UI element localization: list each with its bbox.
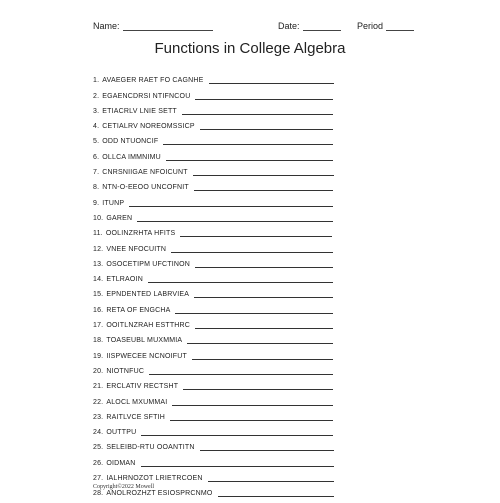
item-number: 8. — [93, 184, 100, 192]
scrambled-word: ETIACRLV LNIE SETT — [102, 107, 177, 115]
scrambled-word: EPNDENTED LABRVIEA — [106, 291, 190, 299]
item-number: 1. — [93, 77, 100, 85]
scrambled-word: RAITLVCE SFTIH — [106, 413, 166, 421]
scrambled-word: SELEIBD-RTU OOANTITN — [106, 444, 195, 452]
list-item — [93, 237, 334, 252]
list-item — [93, 421, 334, 436]
list-item — [93, 69, 334, 84]
answer-blank[interactable] — [141, 429, 333, 436]
scrambled-word: OIDMAN — [106, 459, 136, 467]
item-number: 5. — [93, 138, 100, 146]
scrambled-word: ERCLATIV RECTSHT — [106, 383, 179, 391]
copyright-text: Copyright©2022 Mowell — [93, 484, 155, 490]
answer-blank[interactable] — [187, 337, 333, 344]
name-label: Name: — [93, 21, 120, 31]
scrambled-word: ALOCL MXUMMAI — [106, 398, 168, 406]
item-number: 22. — [93, 398, 104, 406]
answer-blank[interactable] — [163, 138, 333, 145]
list-item — [93, 100, 334, 115]
answer-blank[interactable] — [195, 261, 333, 268]
answer-blank[interactable] — [192, 353, 333, 360]
scrambled-word: CETIALRV NOREOMSSICP — [102, 123, 195, 131]
item-number: 3. — [93, 107, 100, 115]
period-blank — [386, 20, 414, 31]
answer-blank[interactable] — [170, 414, 333, 421]
item-number: 6. — [93, 153, 100, 161]
answer-blank[interactable] — [195, 322, 333, 329]
name-field — [93, 20, 213, 31]
scrambled-word: OLLCA IMMNIMU — [102, 153, 161, 161]
list-item — [93, 84, 334, 99]
scrambled-word: EGAENCDRSI NTIFNCOU — [102, 92, 191, 100]
scrambled-word: OOITLNZRAH ESTTHRC — [106, 322, 191, 330]
scrambled-word: IISPWECEE NCNOIFUT — [106, 352, 187, 360]
answer-blank[interactable] — [180, 230, 332, 237]
answer-blank[interactable] — [209, 77, 334, 84]
item-number: 19. — [93, 352, 104, 360]
page-title: Functions in College Algebra — [154, 40, 346, 57]
answer-blank[interactable] — [182, 108, 333, 115]
scrambled-word: CNRSNIIGAE NFOICUNT — [102, 169, 188, 177]
scrambled-word: RETA OF ENGCHA — [106, 306, 171, 314]
list-item — [93, 406, 334, 421]
answer-blank[interactable] — [175, 307, 333, 314]
item-number: 4. — [93, 123, 100, 131]
list-item — [93, 436, 334, 451]
date-blank — [303, 20, 341, 31]
list-item — [93, 314, 334, 329]
list-item — [93, 222, 334, 237]
list-item — [93, 390, 334, 405]
list-item — [93, 360, 334, 375]
scrambled-word: ETLRAOIN — [106, 276, 143, 284]
item-number: 2. — [93, 92, 100, 100]
answer-blank[interactable] — [194, 291, 333, 298]
scrambled-word: ANOLROZHZT ESIOSPRCNMO — [106, 490, 213, 498]
scrambled-word: IALHRNOZOT LRIETRCOEN — [106, 475, 203, 483]
scrambled-word: ITUNP — [102, 199, 125, 207]
list-item — [93, 161, 334, 176]
list-item — [93, 253, 334, 268]
item-number: 13. — [93, 260, 104, 268]
period-label: Period — [357, 21, 384, 31]
answer-blank[interactable] — [171, 246, 333, 253]
answer-blank[interactable] — [193, 169, 334, 176]
worksheet-header — [0, 20, 500, 34]
scrambled-word: NTN-O-EEOO UNCOFNIT — [102, 184, 189, 192]
list-item — [93, 298, 334, 313]
answer-blank[interactable] — [141, 460, 334, 467]
answer-blank[interactable] — [194, 184, 333, 191]
item-number: 25. — [93, 444, 104, 452]
date-field — [278, 20, 341, 31]
item-number: 27. — [93, 475, 104, 483]
item-number: 17. — [93, 322, 104, 330]
item-number: 11. — [93, 230, 103, 238]
answer-blank[interactable] — [208, 475, 334, 482]
answer-blank[interactable] — [183, 383, 333, 390]
item-number: 24. — [93, 429, 104, 437]
scrambled-word: OUTTPU — [106, 429, 137, 437]
scramble-list — [93, 69, 334, 497]
list-item — [93, 329, 334, 344]
list-item — [93, 191, 334, 206]
scrambled-word: NIOTNFUC — [106, 367, 145, 375]
item-number: 15. — [93, 291, 104, 299]
list-item — [93, 375, 334, 390]
answer-blank[interactable] — [200, 123, 333, 130]
answer-blank[interactable] — [149, 368, 333, 375]
list-item — [93, 268, 334, 283]
item-number: 12. — [93, 245, 104, 253]
scrambled-word: AVAEGER RAET FO CAGNHE — [102, 77, 204, 85]
item-number: 23. — [93, 413, 104, 421]
item-number: 28. — [93, 490, 104, 498]
answer-blank[interactable] — [137, 215, 333, 222]
scrambled-word: VNEE NFOCUITN — [106, 245, 167, 253]
list-item — [93, 344, 334, 359]
answer-blank[interactable] — [148, 276, 333, 283]
date-label: Date: — [278, 21, 300, 31]
list-item — [93, 207, 334, 222]
list-item — [93, 130, 334, 145]
answer-blank[interactable] — [218, 490, 334, 497]
period-field — [357, 20, 414, 31]
list-item — [93, 283, 334, 298]
name-blank — [123, 20, 213, 31]
item-number: 20. — [93, 367, 104, 375]
item-number: 14. — [93, 276, 104, 284]
item-number: 21. — [93, 383, 104, 391]
list-item — [93, 176, 334, 191]
item-number: 7. — [93, 169, 100, 177]
answer-blank[interactable] — [195, 93, 333, 100]
scrambled-word: TOASEUBL MUXMMIA — [106, 337, 183, 345]
answer-blank[interactable] — [200, 444, 334, 451]
scrambled-word: OOLINZRHTA HFITS — [105, 230, 176, 238]
item-number: 16. — [93, 306, 104, 314]
item-number: 26. — [93, 459, 104, 467]
list-item — [93, 467, 334, 482]
list-item — [93, 115, 334, 130]
item-number: 10. — [93, 214, 104, 222]
answer-blank[interactable] — [166, 154, 333, 161]
item-number: 9. — [93, 199, 100, 207]
answer-blank[interactable] — [172, 399, 333, 406]
answer-blank[interactable] — [129, 200, 333, 207]
list-item — [93, 451, 334, 466]
scrambled-word: OSOCETIPM UFCTINON — [106, 260, 191, 268]
list-item — [93, 145, 334, 160]
scrambled-word: ODD NTUONCIF — [102, 138, 159, 146]
item-number: 18. — [93, 337, 104, 345]
scrambled-word: GAREN — [106, 214, 133, 222]
